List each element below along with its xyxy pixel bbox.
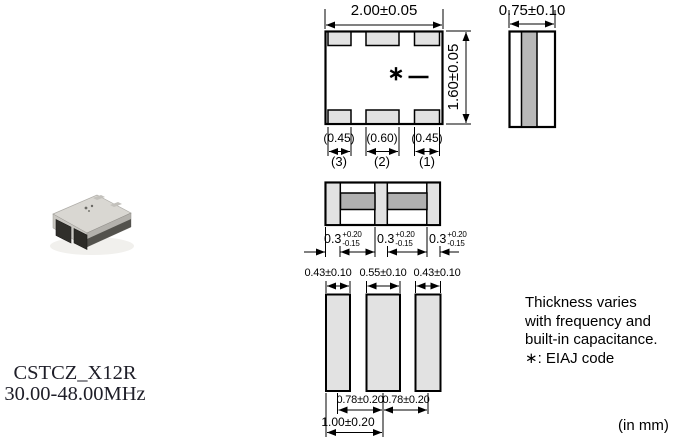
part-name: CSTCZ_X12R <box>13 362 137 384</box>
eiaj-code-mark: ∗ <box>387 63 405 85</box>
electrode-width-dim-2 <box>377 231 415 248</box>
pin-number-2: (2) <box>374 154 390 169</box>
pad-width-label-3: (0.45) <box>323 131 355 145</box>
land-width-dim-1: 0.43±0.10 <box>304 267 352 279</box>
eiaj-code-note: ∗: EIAJ code <box>525 349 615 367</box>
top-height-dimension: 1.60±0.05 <box>445 43 463 111</box>
pad-width-label-2: (0.60) <box>366 131 398 145</box>
land-pitch-dim-1: 0.78±0.20 <box>336 394 384 406</box>
dim-tolerance: +0.20 -0.15 <box>395 230 415 248</box>
top-width-dimension: 2.00±0.05 <box>350 2 418 19</box>
pin-number-1: (1) <box>419 154 435 169</box>
land-offset-dim: 1.00±0.20 <box>321 415 375 429</box>
side-view-drawing <box>509 10 555 127</box>
note-line: Thickness varies <box>525 294 637 311</box>
units-note: (in mm) <box>618 417 669 434</box>
dim-value: 0.3 <box>377 231 395 246</box>
thickness-note <box>525 294 658 368</box>
electrode-width-dim-1 <box>324 231 362 248</box>
electrode-width-dim-3 <box>429 231 467 248</box>
pin-number-3: (3) <box>331 154 347 169</box>
dim-tolerance: +0.20 -0.15 <box>447 230 467 248</box>
note-line: with frequency and <box>525 312 651 330</box>
pad-width-label-1: (0.45) <box>411 131 443 145</box>
dim-value: 0.3 <box>324 231 342 246</box>
dim-tolerance: +0.20 -0.15 <box>342 230 362 248</box>
dim-value: 0.3 <box>429 231 447 246</box>
side-width-dimension: 0.75±0.10 <box>498 2 566 19</box>
land-width-dim-3: 0.43±0.10 <box>413 267 461 279</box>
land-width-dim-2: 0.55±0.10 <box>359 267 407 279</box>
land-pattern-drawing <box>326 281 441 437</box>
component-photo <box>50 195 134 255</box>
note-line: built-in capacitance. <box>525 331 658 348</box>
land-pitch-dim-2: 0.78±0.20 <box>382 394 430 406</box>
part-frequency-range: 30.00-48.00MHz <box>4 383 146 405</box>
part-title-block <box>4 363 145 405</box>
